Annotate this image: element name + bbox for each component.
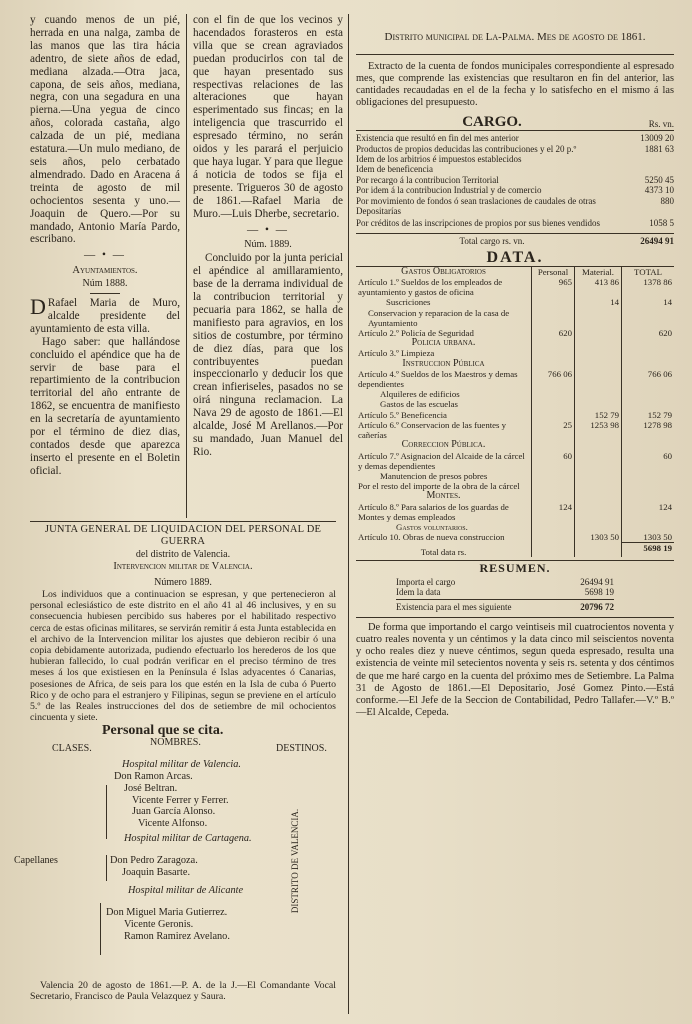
section-instruccion: Instruccion Pública xyxy=(402,357,485,369)
cargo-row: Por idem á la contribucion Industrial y de comercio 4373 10 xyxy=(356,185,674,196)
junta-body: Los individuos que a continuacion se espresan, y que pertenecieron al personal eclesiástico de este distrito en el año 41 al 46 inclusives, y en su consecuencia hubiesen percibido sus haberes por el habilitado respectivo cerca de estas oficinas militares, se servirán remitir á esta Junta establecida en el archivo de la Intervencion militar los ajustes que debieron recibir ó una copia debidamente autorizada, pudiendo efectuarlo los herederos de los que hubieran fallecido, lo cual podrán verificar en el preciso término de tres meses á los que existiesen en la Península é Islas adyacentes ó Canarias, posesiones de Africa, de seis para los que estén en la Isla de cuba ó Puerto Rico y de ocho para el estranjero y Filipinas, segun se previene en el artículo 5.º de las Reales instrucciones del dos de setiembre de mil ochocientos cincuenta y siete. xyxy=(30,589,336,724)
capellanes-label: Capellanes xyxy=(14,855,58,867)
cargo-row: Por movimiento de fondos ó sean traslaciones de caudales de otras Depositarías 880 xyxy=(356,195,674,217)
data-row: Gastos voluntarios. xyxy=(356,522,674,532)
data-row: Artículo 4.º Sueldos de los Maestros y demas dependientes 766 06 766 06 xyxy=(358,368,672,390)
cargo-row: Idem de beneficencia xyxy=(356,164,433,175)
data-row: Artículo 1.º Sueldos de los empleados de ayuntamiento y gastos de oficina 965 413 86 1378 86 xyxy=(358,277,672,298)
data-row: Manutencion de presos pobres xyxy=(356,471,674,481)
cargo-row: Existencia que resultó en fin del mes anterior 13009 20 xyxy=(356,133,674,144)
names-cartagena xyxy=(110,855,198,878)
notice-number: Número 1889. xyxy=(154,576,212,588)
cargo-total-row: Total cargo rs. vn. 26494 91 xyxy=(356,233,674,246)
data-row: Artículo 6.º Conservacion de las fuentes y cañerías 25 1253 98 1278 98 xyxy=(358,419,672,441)
data-row: Alquileres de edificios xyxy=(356,389,674,399)
hospital-alicante: Hospital militar de Alicante xyxy=(128,885,244,897)
data-row: Artículo 7.º Asignacion del Alcaide de la cárcel y demas dependientes 60 60 xyxy=(358,450,672,471)
names-alicante xyxy=(106,907,230,942)
extracto-text: Extracto de la cuenta de fondos municipales correspondiente al espresado mes, que comprende las existencias que resultaron en fin del anterior, las cantidades recaudadas en el de la fecha y lo satisfecho en el mismo á las obligaciones del presupuesto. xyxy=(356,60,674,108)
notice-heading xyxy=(30,294,180,336)
resumen-row: Importa el cargo 26494 91 xyxy=(396,576,614,587)
hospital-valencia: Hospital militar de Valencia. xyxy=(122,759,241,771)
notice-body: Concluido por la junta pericial el apéndice al amillaramiento, base de la derrama individual de la contribucion territorial y pecuaria para 1862, se halla de manifiesto para agravios, en los sitios de costumbre, por término de diez días, para que los contribuyentes puedan inspeccionarlo y deducir los que crean infieriseles, pasados no se oirá ninguna reclamacion. La Nava 29 de agosto de 1861.—El alcalde, José M Arellanos.—Por su mandado, Juan Manuel del Rio. xyxy=(193,252,343,458)
column-rule xyxy=(186,14,187,518)
junta-subtitle: del distrito de Valencia. xyxy=(135,548,231,560)
name-item: Vicente Geronis. xyxy=(124,919,194,931)
notice-number: Núm. 1889. xyxy=(244,239,292,251)
resumen-title: RESUMEN. xyxy=(479,561,551,576)
data-total-row: Total data rs. 5698 19 xyxy=(420,543,672,557)
vertical-label xyxy=(286,808,300,918)
col-clases: CLASES. xyxy=(52,743,92,755)
junta-title: JUNTA GENERAL DE LIQUIDACION DEL PERSONAL DE GUERRA xyxy=(44,524,322,548)
name-item: Vicente Ferrer y Ferrer. xyxy=(132,794,229,806)
junta-section xyxy=(14,521,336,1003)
cargo-row: Idem de los arbitrios é impuestos establecidos xyxy=(356,154,522,164)
column-2 xyxy=(193,14,343,459)
column-1 xyxy=(30,14,180,478)
junta-sub2: Intervencion militar de Valencia. xyxy=(113,561,253,573)
data-row: Conservacion y reparacion de la casa de Ayuntamiento xyxy=(356,308,674,328)
name-item: Juan García Alonso. xyxy=(132,806,216,818)
section-montes: Montes. xyxy=(426,490,461,502)
data-row: Suscriciones 14 14 xyxy=(386,297,672,308)
data-row: Artículo 8.º Para salarios de los guardas de Montes y demas empleados 124 124 xyxy=(358,501,672,522)
data-row: Artículo 3.º Limpieza xyxy=(356,348,674,358)
names-valencia xyxy=(114,771,229,829)
existencia-row: Existencia para el mes siguiente 20796 72 xyxy=(396,599,614,612)
col-destinos: DESTINOS. xyxy=(276,743,327,755)
cargo-row: Por recargo á la contribucion Territorial 5250 45 xyxy=(356,174,674,185)
separator: — • — xyxy=(247,223,289,236)
cargo-row: Productos de propios deducidas las contribuciones y el 20 p.º 1881 63 xyxy=(356,143,674,154)
distrito-label: DISTRITO DE VALENCIA. xyxy=(290,808,300,914)
notice-body: Hago saber: que hallándose concluido el apéndice que ha de servir de base para el repartimiento de la contribucion territorial del año entrante de 1862, se encuentra de manifiesto en la secretaría de ayuntamiento por el término de diez dias, contados desde que aparezca inserto el presente en el Boletin oficial. xyxy=(30,335,180,477)
rs-vn: Rs. vn. xyxy=(648,118,674,129)
separator: — • — xyxy=(84,249,126,262)
notice-number: Núm 1888. xyxy=(82,278,128,290)
cattle-description: y cuando menos de un pié, herrada en una nalga, zamba de las manos que las tira hácia adentro, de siete años de edad, mediana alzada.—Otra jaca, capona, de seis años, mediana, negra, con una segadura en una pierna.—Una yegua de cinco años, colorada castaña, algo calzada de un pié, mediana estatura.—Un mulo mediano, de seis años, pelo cerbatado almendrado. Dado en Aracena á treinta de agosto de mil ochocientos sesenta y uno.—Joaquin de Quero.—Por su mandado, Antonio María Pardo, escribano. xyxy=(30,14,180,246)
personal-title: Personal que se cita. xyxy=(102,723,224,739)
name-item: Vicente Alfonso. xyxy=(138,817,208,829)
col-material: Material. xyxy=(575,266,622,277)
section-heading-ayuntamientos: Ayuntamientos. xyxy=(72,265,138,277)
col-nombres: NOMBRES. xyxy=(150,737,201,749)
name-item: Joaquin Basarte. xyxy=(122,867,191,879)
data-row: Por el resto del importe de la obra de la cárcel xyxy=(356,481,674,491)
drop-cap: D xyxy=(30,294,46,320)
name-item: Ramon Ramirez Avelano. xyxy=(124,930,230,942)
section-policia: Policia urbana. xyxy=(411,337,476,349)
district-header: Distrito municipal de La-Palma. Mes de agosto de 1861. xyxy=(384,31,646,43)
data-row: Artículo 10. Obras de nueva construccion 1303 50 1303 50 xyxy=(358,532,672,543)
hospital-cartagena: Hospital militar de Cartagena. xyxy=(124,833,252,845)
junta-closing: Valencia 20 de agosto de 1861.—P. A. de la J.—El Comandante Vocal Secretario, Francisco de Paula Velazquez y Saura. xyxy=(30,980,336,1003)
resumen-row: Idem la data 5698 19 xyxy=(396,587,614,598)
section-correccion: Correccion Pública. xyxy=(401,439,486,451)
name-item: José Beltran. xyxy=(124,783,178,795)
data-row: Gastos de las escuelas xyxy=(356,399,674,409)
cargo-table xyxy=(356,130,674,246)
notice-continuation: con el fin de que los vecinos y hacendados forasteros en esta villa que se crean agraviados puedan producirlos con tal de que hayan presentado sus respectivas relaciones de las alteraciones que hayan esperimentado sus fincas; en la inteligencia que trascurrido el espresado término, no serán oidos y les parará el perjuicio que haya lugar. Y para que llegue á noticia de todos se fija el presente. Trigueros 30 de agosto de 1861.—Rafael Maria de Muro.—Luis Dherbe, secretario. xyxy=(193,14,343,220)
cargo-title: CARGO. xyxy=(462,113,522,130)
closing-statement: De forma que importando el cargo veintiseis mil cuatrocientos noventa y cuatro reales noventa y un céntimos y la data cinco mil seiscientos noventa y ocho reales diez y nueve céntimos, segun queda espresado, resulta una existencia de veinte mil setecientos noventa y seis rs. setenta y dos céntimos de que me haré cargo en la cuenta del próximo mes de Setiembre. La Palma 31 de Agosto de 1861.—El Depositario, José Gomez Pinto.—Está conforme.—El Jefe de la Seccion de Contabilidad, Pedro Tallafer.—V.º B.º—El Alcalde, Cepeda. xyxy=(356,621,674,719)
column-rule xyxy=(348,14,349,1014)
data-row: Artículo 2.º Policía de Seguridad 620 620 xyxy=(358,328,672,339)
notice-opening: Rafael Maria de Muro, alcalde presidente del ayuntamiento de esta villa. xyxy=(30,297,180,335)
data-row: Artículo 5.º Beneficencia 152 79 152 79 xyxy=(358,409,672,420)
name-item: Don Miguel Maria Gutierrez. xyxy=(106,907,228,919)
data-title: DATA. xyxy=(486,249,544,267)
col-total: TOTAL xyxy=(622,266,675,277)
resumen-table xyxy=(356,577,674,613)
cargo-row: Por créditos de las inscripciones de propios por sus bienes vendidos 1058 5 xyxy=(356,218,674,229)
name-item: Don Ramon Arcas. xyxy=(114,771,193,783)
col-gastos: Gastos Obligatorios xyxy=(401,265,486,277)
name-item: Don Pedro Zaragoza. xyxy=(110,855,198,867)
column-3 xyxy=(356,14,674,719)
col-personal: Personal xyxy=(532,266,575,277)
data-table xyxy=(356,266,674,557)
